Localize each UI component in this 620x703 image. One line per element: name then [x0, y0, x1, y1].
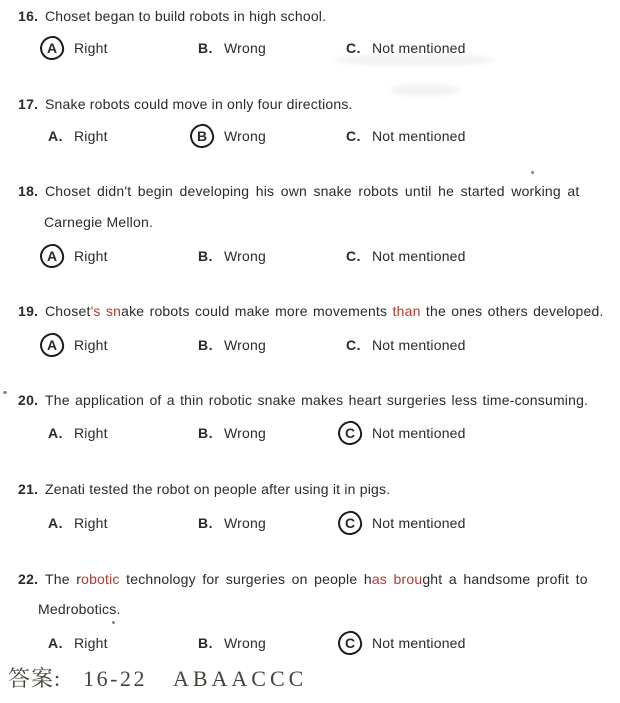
question-text-segment-red: than [392, 303, 421, 319]
question-text [45, 8, 326, 24]
question-text-line2 [38, 601, 121, 617]
question-text-segment: technology for surgeries on people h [119, 571, 372, 587]
option-c [338, 511, 466, 535]
option-label: Wrong [224, 40, 266, 56]
option-letter: C [344, 635, 356, 651]
option-letter: A. [48, 425, 63, 441]
option-b [190, 124, 266, 148]
option-label: Right [74, 40, 108, 56]
option-label: Not mentioned [372, 515, 466, 531]
question-text-segment: Zenati tested the robot on people after using it in pigs. [45, 481, 391, 497]
option-letter: B. [198, 337, 213, 353]
question-text-segment-red: 's sn [90, 303, 122, 319]
question-text-segment: ake robots could make more movements [121, 303, 393, 319]
option-b [190, 631, 266, 655]
answer-circle [336, 629, 363, 656]
question-number: 20. [18, 392, 39, 408]
question-18 [0, 183, 620, 273]
option-label: Wrong [224, 635, 266, 651]
options-row [0, 36, 620, 60]
option-label: Wrong [224, 425, 266, 441]
question-text [45, 481, 390, 497]
question-number: 16. [18, 8, 39, 24]
option-label: Wrong [224, 337, 266, 353]
answer-circle [188, 122, 215, 149]
option-letter: B. [198, 635, 213, 651]
option-letter: B. [198, 40, 213, 56]
option-b [190, 36, 266, 60]
question-text-segment: Medrobotics. [38, 601, 121, 617]
question-17 [0, 96, 620, 152]
question-number: 21. [18, 481, 39, 497]
option-c [338, 124, 466, 148]
question-text-line2 [44, 214, 153, 230]
option-letter: B [196, 128, 208, 144]
option-label: Not mentioned [372, 128, 466, 144]
question-number: 18. [18, 183, 39, 199]
question-20 [0, 392, 620, 448]
option-b [190, 244, 266, 268]
answer-circle [38, 34, 65, 61]
question-16 [0, 8, 620, 64]
option-label: Right [74, 635, 108, 651]
question-text-segment-red: obotic [81, 571, 120, 587]
answer-circle [336, 509, 363, 536]
question-text [45, 303, 604, 319]
answer-key-letters: ABAACCC [172, 666, 308, 691]
option-label: Wrong [224, 248, 266, 264]
options-row [0, 333, 620, 357]
option-label: Not mentioned [372, 337, 466, 353]
question-19 [0, 303, 620, 359]
option-a [40, 511, 108, 535]
option-letter: A. [48, 635, 63, 651]
option-label: Not mentioned [372, 635, 466, 651]
question-number: 19. [18, 303, 39, 319]
option-b [190, 421, 266, 445]
option-c [338, 631, 466, 655]
option-letter: A [46, 248, 58, 264]
option-label: Not mentioned [372, 40, 466, 56]
options-row [0, 124, 620, 148]
option-a [40, 244, 108, 268]
option-label: Wrong [224, 515, 266, 531]
option-letter: A [46, 40, 58, 56]
option-b [190, 333, 266, 357]
answer-circle [38, 242, 65, 269]
answer-circle [336, 419, 363, 446]
option-label: Wrong [224, 128, 266, 144]
option-letter: A [46, 337, 58, 353]
question-text [45, 96, 353, 112]
option-letter: C [344, 515, 356, 531]
option-a [40, 124, 108, 148]
option-label: Right [74, 248, 108, 264]
option-c [338, 36, 466, 60]
scan-artifact [531, 171, 534, 174]
question-text-segment: Choset [45, 303, 91, 319]
question-text [45, 183, 579, 199]
option-label: Right [74, 128, 108, 144]
question-21 [0, 481, 620, 537]
question-text-segment: the ones others developed. [420, 303, 604, 319]
option-label: Right [74, 515, 108, 531]
answer-key [8, 662, 307, 693]
options-row [0, 421, 620, 445]
option-label: Right [74, 425, 108, 441]
question-text-segment: Choset didn't begin developing his own snake robots until he started working at [45, 183, 580, 199]
options-row [0, 244, 620, 268]
answer-key-label: 答案: [8, 666, 62, 691]
question-text-segment: The application of a thin robotic snake makes heart surgeries less time-consuming. [45, 392, 589, 408]
option-a [40, 333, 108, 357]
option-c [338, 244, 466, 268]
option-letter: C [344, 425, 356, 441]
question-text-segment: ght a handsome profit to [422, 571, 588, 587]
option-c [338, 421, 466, 445]
options-row [0, 631, 620, 655]
option-a [40, 36, 108, 60]
options-row [0, 511, 620, 535]
option-letter: C. [346, 128, 361, 144]
scan-artifact [390, 84, 460, 96]
option-label: Not mentioned [372, 248, 466, 264]
option-a [40, 421, 108, 445]
option-label: Right [74, 337, 108, 353]
question-text [45, 571, 588, 587]
question-number: 17. [18, 96, 39, 112]
option-c [338, 333, 466, 357]
option-letter: C. [346, 337, 361, 353]
option-letter: A. [48, 128, 63, 144]
question-text-segment-red: as brou [371, 571, 423, 587]
answer-circle [38, 331, 65, 358]
question-number: 22. [18, 571, 39, 587]
option-a [40, 631, 108, 655]
option-label: Not mentioned [372, 425, 466, 441]
question-text-segment: Snake robots could move in only four directions. [45, 96, 353, 112]
option-letter: A. [48, 515, 63, 531]
option-letter: C. [346, 248, 361, 264]
question-text [45, 392, 588, 408]
option-letter: C. [346, 40, 361, 56]
option-letter: B. [198, 515, 213, 531]
option-letter: B. [198, 425, 213, 441]
question-text-segment: The r [45, 571, 82, 587]
answer-key-range: 16-22 [83, 666, 147, 691]
question-text-segment: Choset began to build robots in high school. [45, 8, 327, 24]
option-letter: B. [198, 248, 213, 264]
option-b [190, 511, 266, 535]
question-text-segment: Carnegie Mellon. [44, 214, 154, 230]
question-22 [0, 571, 620, 661]
